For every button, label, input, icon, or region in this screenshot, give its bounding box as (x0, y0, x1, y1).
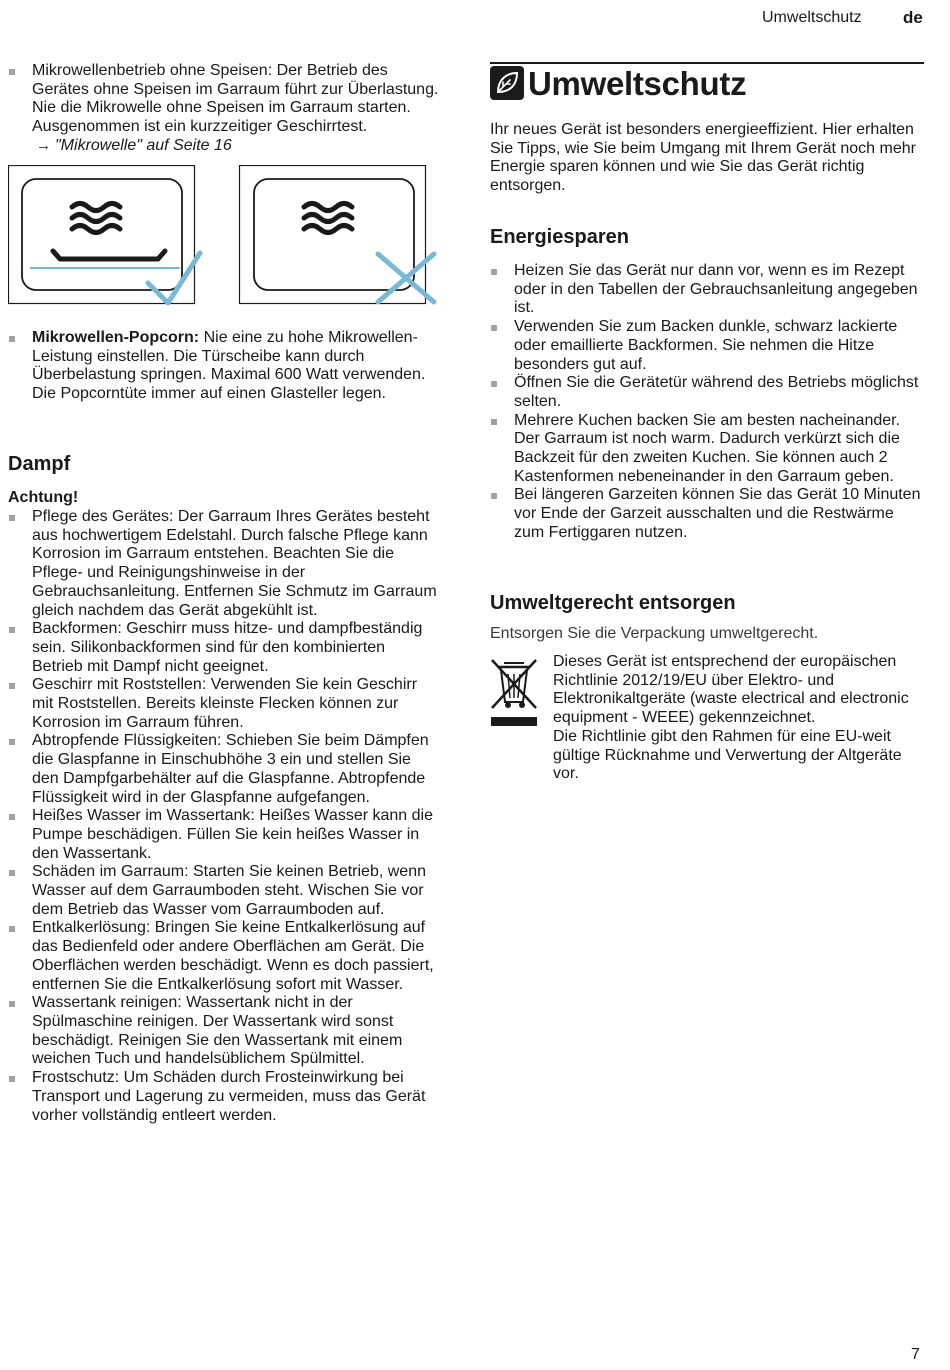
page-number: 7 (911, 1346, 920, 1363)
list-item: Geschirr mit Roststellen: Verwenden Sie kein Geschirr mit Roststellen. Bereits kleinste Flecken können zur Korrosion im Garraum führen. (8, 676, 440, 732)
cross-reference-link[interactable]: "Mikrowelle" auf Seite 16 (55, 136, 232, 154)
weee-text-1: Dieses Gerät ist entsprechend der europäischen Richtlinie 2012/19/EU über Elektro- und Elektronikaltgeräte (waste electrical and electronic equipment - WEEE) gekennzeichnet. (553, 653, 909, 727)
dispose-intro: Entsorgen Sie die Verpackung umweltgerecht. (490, 625, 819, 642)
list-item: Heißes Wasser im Wassertank: Heißes Wasser kann die Pumpe beschädigen. Füllen Sie kein heißes Wasser in den Wassertank. (8, 807, 440, 863)
list-item: Verwenden Sie zum Backen dunkle, schwarz lackierte oder emaillierte Backformen. Sie nehmen die Hitze besonders gut auf. (490, 318, 922, 374)
list-item: Backformen: Geschirr muss hitze- und dampfbeständig sein. Silikonbackformen sind für den kombinierten Betrieb mit Dampf nicht geeignet. (8, 620, 440, 676)
weee-text-2: Die Richtlinie gibt den Rahmen für eine EU-weit gültige Rücknahme und Verwertung der Altgeräte vor. (553, 727, 902, 783)
microwave-ok-icon (9, 166, 201, 304)
intro-list (8, 62, 440, 156)
list-item: Mehrere Kuchen backen Sie am besten nacheinander. Der Garraum ist noch warm. Dadurch verkürzt sich die Backzeit für den zweiten Kuchen. Sie können auch 2 Kastenformen nebeneinander in den Garraum geben. (490, 412, 922, 487)
list-item (8, 62, 440, 156)
popcorn-list (8, 329, 440, 404)
list-item: Bei längeren Garzeiten können Sie das Gerät 10 Minuten vor Ende der Garzeit ausschalten und die Restwärme zum Fertiggaren nutzen. (490, 486, 922, 542)
weee-bin-icon (490, 658, 538, 736)
intro-item-text: Mikrowellenbetrieb ohne Speisen: Der Betrieb des Gerätes ohne Speisen im Garraum führt zur Überlastung. Nie die Mikrowelle ohne Speisen im Garraum starten. Ausgenommen ist ein kurzzeitiger Geschirrtest. (32, 62, 439, 136)
list-item: Wassertank reinigen: Wassertank nicht in der Spülmaschine reinigen. Der Wassertank wird sonst beschädigt. Reinigen Sie den Wassertank mit einem weichen Tuch und handelsüblichem Spülmittel. (8, 994, 440, 1069)
list-item (8, 329, 440, 404)
dispose-heading: Umweltgerecht entsorgen (490, 592, 736, 614)
chapter-title-block (490, 62, 924, 104)
leaf-icon (490, 66, 524, 100)
weee-text-block (553, 653, 925, 784)
microwave-illustration (8, 165, 438, 310)
header-section-title: Umweltschutz (762, 9, 862, 26)
caution-label: Achtung! (8, 489, 79, 506)
popcorn-text: Nie eine zu hohe Mikrowellen-Leistung einstellen. Die Türscheibe kann durch Überbelastung springen. Maximal 600 Watt verwenden. Die Popcorntüte immer auf einen Glasteller legen. (32, 329, 426, 403)
arrow-icon: → (36, 136, 51, 154)
list-item: Pflege des Gerätes: Der Garraum Ihres Gerätes besteht aus hochwertigem Edelstahl. Durch falsche Pflege kann Korrosion im Garraum entstehen. Beachten Sie die Pflege- und Reinigungshinweise in der Gebrauchsanleitung. Entfernen Sie Schmutz im Garraum gleich nachdem das Gerät abgekühlt ist. (8, 508, 440, 620)
dampf-heading: Dampf (8, 453, 71, 475)
list-item: Entkalkerlösung: Bringen Sie keine Entkalkerlösung auf das Bedienfeld oder andere Oberflächen am Gerät. Die Oberflächen werden beschädigt. Wenn es doch passiert, entfernen Sie die Entkalkerlösung sofort mit Wasser. (8, 919, 440, 994)
list-item: Abtropfende Flüssigkeiten: Schieben Sie beim Dämpfen die Glaspfanne in Einschubhöhe 3 ein und stellen Sie den Dampfgarbehälter auf die Glaspfanne. Abtropfende Flüssigkeit wird in der Glaspfanne aufgefangen. (8, 732, 440, 807)
environment-intro: Ihr neues Gerät ist besonders energieeffizient. Hier erhalten Sie Tipps, wie Sie beim Umgang mit Ihrem Gerät noch mehr Energie sparen können und wie Sie das Gerät richtig entsorgen. (490, 121, 916, 195)
energy-heading: Energiesparen (490, 226, 629, 248)
popcorn-label: Mikrowellen-Popcorn: (32, 329, 200, 346)
dampf-list (8, 508, 440, 1125)
list-item: Schäden im Garraum: Starten Sie keinen Betrieb, wenn Wasser auf dem Garraumboden steht. Wischen Sie vor dem Betrieb das Wasser vom Garraumboden auf. (8, 863, 440, 919)
list-item: Frostschutz: Um Schäden durch Frosteinwirkung bei Transport und Lagerung zu vermeiden, muss das Gerät vorher vollständig entleert werden. (8, 1069, 440, 1125)
microwave-not-ok-icon (240, 166, 435, 304)
header-language: de (903, 8, 923, 27)
energy-list (490, 262, 922, 543)
list-item: Heizen Sie das Gerät nur dann vor, wenn es im Rezept oder in den Tabellen der Gebrauchsanleitung angegeben ist. (490, 262, 922, 318)
list-item: Öffnen Sie die Gerätetür während des Betriebs möglichst selten. (490, 374, 922, 411)
page-title: Umweltschutz (528, 65, 747, 102)
